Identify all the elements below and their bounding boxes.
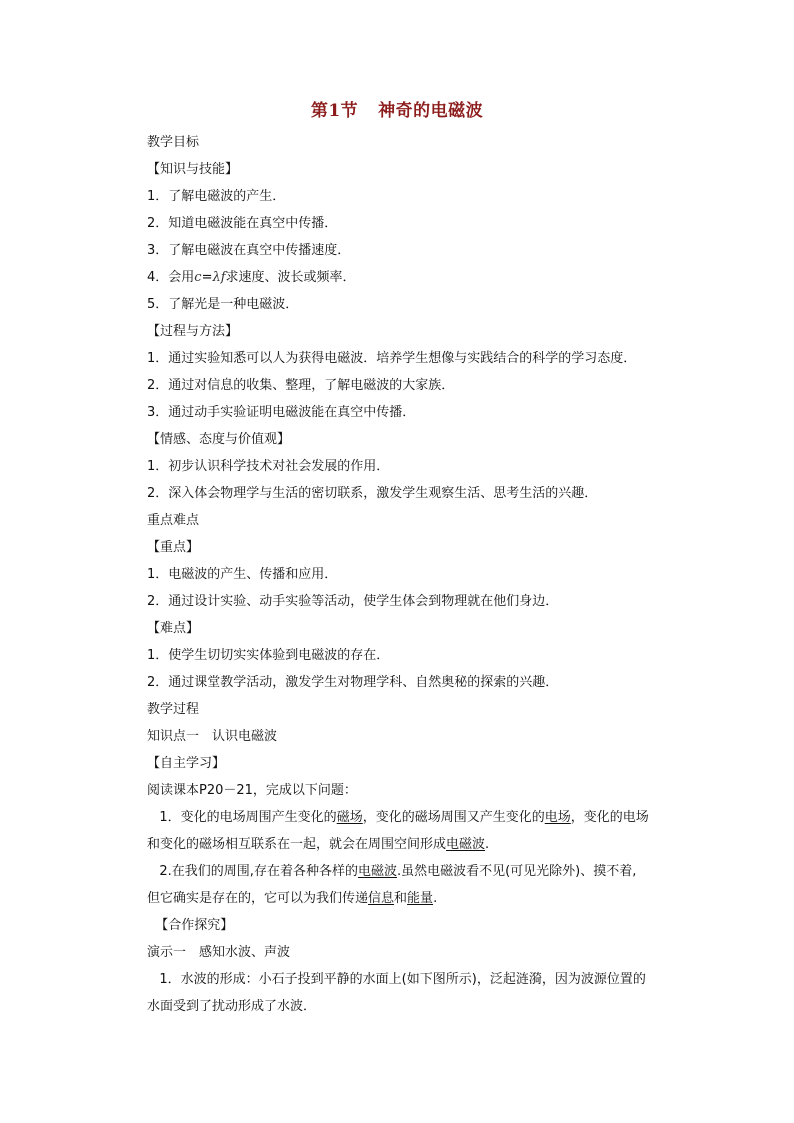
heading-difficult-points: 【难点】 xyxy=(147,621,200,636)
heading-teaching-goals: 教学目标 xyxy=(147,135,200,150)
paragraph-2-line-1: 2.在我们的周围,存在着各种各样的电磁波.虽然电磁波看不见(可见光除外)、摸不着, xyxy=(159,864,637,879)
heading-demo-1: 演示一 感知水波、声波 xyxy=(147,945,291,960)
answer-blank: 电场 xyxy=(544,810,571,825)
formula-lambda-f: λf xyxy=(212,270,226,285)
list-item-formula: 4．会用c=λf求速度、波长或频率． xyxy=(147,270,356,285)
paragraph-1-line-2: 和变化的磁场相互联系在一起，就会在周围空间形成电磁波. xyxy=(147,837,490,852)
section-number: 第1节 xyxy=(310,101,359,121)
paragraph-3-line-2: 水面受到了扰动形成了水波． xyxy=(147,999,317,1014)
list-item: 5．了解光是一种电磁波． xyxy=(147,297,299,312)
list-item: 3．通过动手实验证明电磁波能在真空中传播． xyxy=(147,405,416,420)
list-item: 1．初步认识科学技术对社会发展的作用． xyxy=(147,459,390,474)
page-title xyxy=(0,96,794,121)
list-item: 2．通过设计实验、动手实验等活动，使学生体会到物理就在他们身边． xyxy=(147,594,559,609)
heading-self-study: 【自主学习】 xyxy=(147,756,226,771)
answer-blank: 信息 xyxy=(368,891,395,906)
reading-instruction: 阅读课本P20－21，完成以下问题： xyxy=(147,783,357,798)
list-item: 2．知道电磁波能在真空中传播． xyxy=(147,216,338,231)
formula-c: c xyxy=(194,270,202,285)
list-item: 1．了解电磁波的产生． xyxy=(147,189,286,204)
heading-emotion-values: 【情感、态度与价值观】 xyxy=(147,432,291,447)
list-item: 2．深入体会物理学与生活的密切联系，激发学生观察生活、思考生活的兴趣． xyxy=(147,486,598,501)
heading-process-methods: 【过程与方法】 xyxy=(147,324,239,339)
answer-blank: 磁场 xyxy=(336,810,363,825)
answer-blank: 电磁波 xyxy=(446,837,486,852)
heading-knowledge-skills: 【知识与技能】 xyxy=(147,162,239,177)
section-title: 神奇的电磁波 xyxy=(378,101,484,121)
heading-key-points: 【重点】 xyxy=(147,540,200,555)
answer-blank: 能量 xyxy=(407,891,434,906)
paragraph-1-line-1: 1．变化的电场周围产生变化的磁场，变化的磁场周围又产生变化的电场，变化的电场 xyxy=(159,810,649,825)
list-item: 1．通过实验知悉可以人为获得电磁波．培养学生想像与实践结合的科学的学习态度． xyxy=(147,351,637,366)
list-item: 1．使学生切切实实体验到电磁波的存在． xyxy=(147,648,390,663)
heading-teaching-process: 教学过程 xyxy=(147,702,200,717)
heading-cooperative-inquiry: 【合作探究】 xyxy=(155,918,234,933)
paragraph-3-line-1: 1．水波的形成：小石子投到平静的水面上(如下图所示)，泛起涟漪，因为波源位置的 xyxy=(159,972,646,987)
heading-knowledge-point-1: 知识点一 认识电磁波 xyxy=(147,729,278,744)
list-item: 3．了解电磁波在真空中传播速度． xyxy=(147,243,351,258)
paragraph-2-line-2: 但它确实是存在的，它可以为我们传递信息和能量. xyxy=(147,891,438,906)
answer-blank: 电磁波 xyxy=(357,864,397,879)
list-item: 1．电磁波的产生、传播和应用． xyxy=(147,567,338,582)
list-item: 2．通过课堂教学活动，激发学生对物理学科、自然奥秘的探索的兴趣． xyxy=(147,675,559,690)
list-item: 2．通过对信息的收集、整理，了解电磁波的大家族． xyxy=(147,378,455,393)
heading-key-difficult: 重点难点 xyxy=(147,513,200,528)
